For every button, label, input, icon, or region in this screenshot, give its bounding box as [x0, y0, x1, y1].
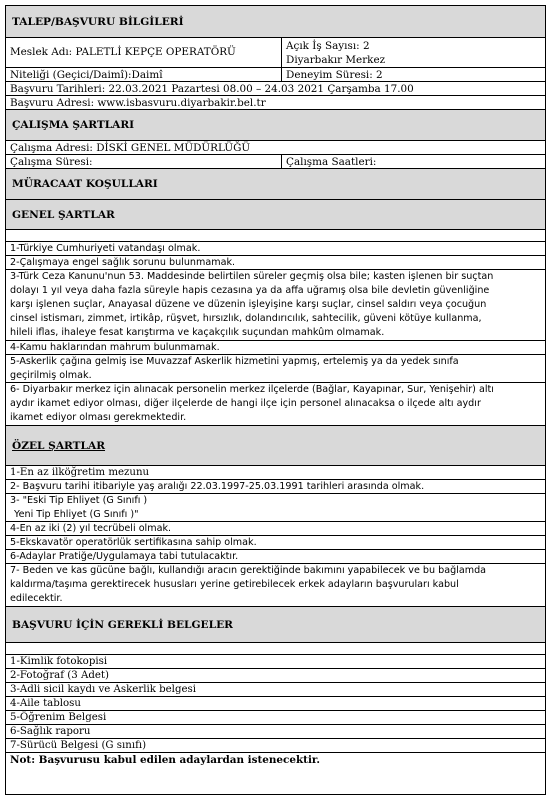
basvuru-adresi: Başvuru Adresi: www.isbasvuru.diyarbakir.bel.tr [6, 95, 545, 109]
calisma-suresi: Çalışma Süresi: [6, 155, 282, 168]
belge-item-5: 5-Öğrenim Belgesi [6, 710, 545, 724]
ozel-item-3 [6, 493, 545, 521]
niteligi: Niteliği (Geçici/Daimî):Daimî [6, 68, 282, 81]
genel-item-3-line: cinsel istismarı, zimmet, irtikâp, rüşvet, hırsızlık, dolandırıcılık, sahtecilik, güveni kötüye kullanma, [10, 313, 482, 324]
section-title: TALEP/BAŞVURU BİLGİLERİ [12, 15, 184, 28]
deneyim-suresi: Deneyim Süresi: 2 [286, 69, 383, 81]
ozel-item-3-line: Yeni Tip Ehliyet (G Sınıfı )" [14, 509, 139, 520]
genel-item-3-line: karşı işlenen suçlar, Anayasal düzene ve düzenin işleyişine karşı suçlar, cinsel saldırı veya çocuğun [10, 299, 487, 310]
genel-item-3-line: 3-Türk Ceza Kanunu'nun 53. Maddesinde belirtilen süreler geçmiş olsa bile; kasten işlenen bir suçtan [10, 271, 494, 282]
ozel-item-7-line: edilecektir. [10, 593, 63, 604]
genel-item-6-line: 6- Diyarbakır merkez için alınacak personelin merkez ilçelerde (Bağlar, Kayapınar, Sur, Yenişehir) altı [10, 384, 494, 395]
section-header-calisma [6, 109, 545, 140]
belge-item-2: 2-Fotoğraf (3 Adet) [6, 668, 545, 682]
section-header-talep [6, 6, 545, 37]
section-title: BAŞVURU İÇİN GEREKLİ BELGELER [12, 618, 233, 631]
genel-item-6 [6, 382, 545, 425]
acik-is-cell [282, 38, 545, 67]
job-posting-form [5, 5, 546, 795]
ozel-item-4: 4-En az iki (2) yıl tecrübeli olmak. [6, 521, 545, 535]
genel-item-3 [6, 269, 545, 340]
section-title: ÇALIŞMA ŞARTLARI [12, 119, 135, 131]
belge-item-3: 3-Adli sicil kaydı ve Askerlik belgesi [6, 682, 545, 696]
meslek-adi: Meslek Adı: PALETLİ KEPÇE OPERATÖRÜ [6, 38, 282, 67]
section-header-muracaat [6, 168, 545, 199]
belge-item-7: 7-Sürücü Belgesi (G sınıfı) [6, 738, 545, 752]
calisma-saatleri: Çalışma Saatleri: [286, 156, 377, 168]
basvuru-tarihleri: Başvuru Tarihleri: 22.03.2021 Pazartesi 08.00 – 24.03 2021 Çarşamba 17.00 [6, 81, 545, 95]
ozel-item-7-line: kaldırma/taşıma gerektirecek hususları yerine getirebilecek erkek adayların başvuruları kabul [10, 579, 459, 590]
genel-item-1: 1-Türkiye Cumhuriyeti vatandaşı olmak. [6, 241, 545, 255]
ozel-item-1: 1-En az ilköğretim mezunu [6, 465, 545, 479]
ozel-item-3-line: 3- "Eski Tip Ehliyet (G Sınıfı ) [10, 495, 148, 506]
acik-is-sayisi: Açık İş Sayısı: 2 [286, 40, 370, 52]
genel-item-5-line: 5-Askerlik çağına gelmiş ise Muvazzaf Askerlik hizmetini yapmış, ertelemiş ya da yedek sınıfa [10, 356, 459, 367]
section-header-genel [6, 199, 545, 229]
ozel-item-6: 6-Adaylar Pratiğe/Uygulamaya tabi tutulacaktır. [6, 549, 545, 563]
calisma-sure-row [6, 154, 545, 168]
genel-item-3-line: dolayı 1 yıl veya daha fazla süreyle hapis cezasına ya da affa uğramış olsa bile devletin güvenliğine [10, 285, 490, 296]
section-header-ozel [6, 425, 545, 465]
section-title: ÖZEL ŞARTLAR [12, 439, 106, 452]
genel-item-6-line: aydır ikamet ediyor olması, diğer ilçelerde de hangi ilçe için personel alınacaksa o ilçede altı aydır [10, 398, 481, 409]
belge-item-4: 4-Aile tablosu [6, 696, 545, 710]
ozel-item-2: 2- Başvuru tarihi itibariyle yaş aralığı 22.03.1997-25.03.1991 tarihleri arasında olmak. [6, 479, 545, 493]
ozel-item-7 [6, 563, 545, 606]
genel-item-6-line: ikamet ediyor olması gerekmektedir. [10, 412, 187, 423]
spacer [6, 229, 545, 241]
ozel-item-5: 5-Ekskavatör operatörlük sertifikasına sahip olmak. [6, 535, 545, 549]
spacer [6, 642, 545, 654]
section-title: GENEL ŞARTLAR [12, 208, 115, 221]
genel-item-4: 4-Kamu haklarından mahrum bulunmamak. [6, 340, 545, 354]
belge-item-1: 1-Kimlik fotokopisi [6, 654, 545, 668]
calisma-adresi: Çalışma Adresi: DİSKİ GENEL MÜDÜRLÜĞÜ [6, 140, 545, 154]
genel-item-3-line: hileli iflas, ihaleye fesat karıştırma ve kaçakçılık suçundan mahkûm olmamak. [10, 327, 385, 338]
ozel-item-7-line: 7- Beden ve kas gücüne bağlı, kullandığı aracın gerektiğinde bakımını yapabilecek ve bu bağlamda [10, 565, 487, 576]
genel-item-5-line: geçirilmiş olmak. [10, 370, 92, 381]
belge-item-6: 6-Sağlık raporu [6, 724, 545, 738]
belgeler-note: Not: Başvurusu kabul edilen adaylardan istenecektir. [6, 752, 545, 766]
genel-item-5 [6, 354, 545, 382]
acik-is-yer: Diyarbakır Merkez [286, 54, 386, 66]
section-header-belgeler [6, 606, 545, 642]
genel-item-2: 2-Çalışmaya engel sağlık sorunu bulunmamak. [6, 255, 545, 269]
section-title: MÜRACAAT KOŞULLARI [12, 178, 158, 190]
meslek-row [6, 37, 545, 67]
nitelik-row [6, 67, 545, 81]
